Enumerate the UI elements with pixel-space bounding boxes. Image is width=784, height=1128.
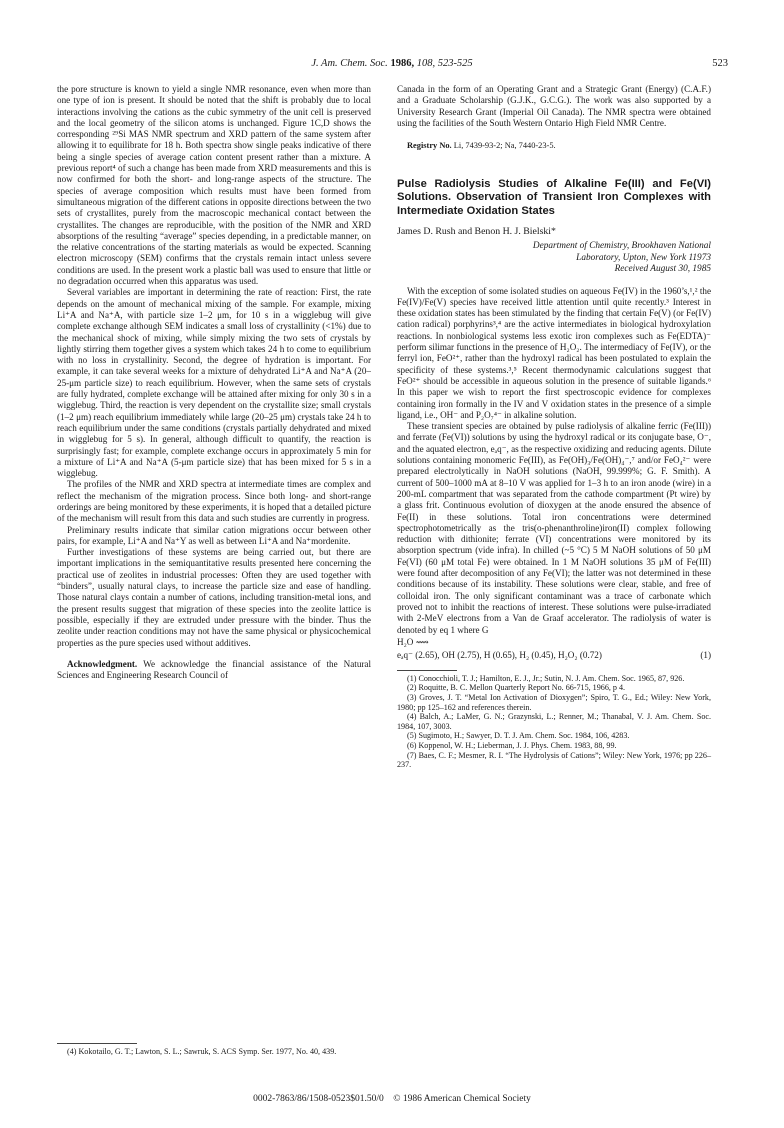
- equation-rhs-line: [397, 649, 711, 662]
- acknowledgment-label: Acknowledgment.: [67, 658, 138, 669]
- affiliation-line-1: Department of Chemistry, Brookhaven National: [532, 241, 711, 252]
- article-code: 0002-7863/86/1508-0523$01.50/0: [253, 1094, 384, 1104]
- received-date: Received August 30, 1985: [614, 264, 711, 275]
- left-column: [57, 84, 371, 681]
- registry-text: Li, 7439-93-2; Na, 7440-23-5.: [453, 141, 556, 151]
- left-footnotes: [57, 1043, 371, 1057]
- left-paragraph-4: Preliminary results indicate that similar cation migrations occur between other pairs, for example, Li⁺A and Na⁺Y as well as between Li⁺A and Na⁺mordenite.: [57, 524, 371, 546]
- footnote-1: (1) Conocchioli, T. J.; Hamilton, E. J., Jr.; Sutin, N. J. Am. Chem. Soc. 1965, 87, 926.: [407, 673, 685, 683]
- article-title: Pulse Radiolysis Studies of Alkaline Fe(III) and Fe(VI) Solutions. Observation of Transient Iron Complexes with Intermediate Oxidation States: [397, 177, 711, 218]
- journal-pages: 523-525: [437, 58, 473, 69]
- running-head-citation: [56, 58, 728, 69]
- equation-1: [397, 636, 711, 662]
- footnote-4: (4) Kokotailo, G. T.; Lawton, S. L.; Sawruk, S. ACS Symp. Ser. 1977, No. 40, 439.: [67, 1047, 337, 1056]
- copyright-notice: © 1986 American Chemical Society: [393, 1094, 531, 1104]
- right-paragraph-1: With the exception of some isolated studies on aqueous Fe(IV) in the 1960’s,¹,² the Fe(IV)/Fe(V) species have received little attention until quite recently.³ Interest in these oxidation states has been stimulated by the finding that certain Fe(V) (or Fe(IV) cation radical) porphyrins³,⁴ are the active intermediates in biological hydroxylation reactions. In nonbiological systems less exotic iron complexes such as Fe(EDTA)⁻ perform silimar functions in the presence of H₂O₂. The intermediacy of Fe(IV), or the ferryl ion, FeO²⁺, rather than the hydroxyl radical has been postulated to explain the specificity of these systems.³,⁵ Recent thermodynamic calculations suggest that FeO²⁺ should be accessible in aqueous solution in the presence of suitable ligands.⁶ In this paper we wish to report the first spectroscopic evidence for complexes containing iron formally in the IV and V oxidation states in the presence of a simple ligand, i.e., OH⁻ and P₂O₇⁴⁻ in alkaline solution.: [397, 285, 711, 420]
- journal-name: J. Am. Chem. Soc.: [311, 58, 388, 69]
- footnote-6: (6) Koppenol, W. H.; Lieberman, J. J. Phys. Chem. 1983, 88, 99.: [407, 740, 617, 750]
- left-paragraph-3: The profiles of the NMR and XRD spectra at intermediate times are complex and reflect the mechanism of the migration process. Since both long- and short-range orderings are being monitored by these experiments, it is hoped that a detailed picture of the mechanism will result from this data and such studies are currently in progress.: [57, 479, 371, 524]
- journal-year: 1986,: [390, 58, 415, 69]
- page-footer: [0, 1094, 784, 1104]
- acknowledgment-continued: Canada in the form of an Operating Grant and a Strategic Grant (Energy) (C.A.F.) and a Graduate Scholarship (G.J.K., G.C.G.). The work was also supported by a University Research Grant (Imperial Oil Canada). The NMR spectra were obtained using the facilities of the South Western Ontario High Field NMR Centre.: [397, 84, 711, 128]
- registry-label: Registry No.: [407, 141, 452, 151]
- registry-numbers: [397, 141, 711, 152]
- acknowledgment-text: We acknowledge the financial assistance of the Natural Sciences and Engineering Research Council of: [57, 658, 372, 681]
- footnote-rule: [57, 1043, 137, 1044]
- left-paragraph-2: Several variables are important in determining the rate of reaction: First, the rate depends on the amount of mechanical mixing of the sample. For example, mixing Li⁺A and Na⁺A, with particle size 1–2 μm, for 10 s in a wigglebug will give complete exchange although SEM indicates a small loss of crystallinity (<1%) due to the mechanical shock of mixing, while simply mixing the two sets of crystals by lightly stirring them together gives a system which takes 24 h to come to equilibrium with no loss in crystallinity. Second, the degree of hydration is important. For example, it can take several weeks for a mixture of dehydrated Li⁺A and Na⁺A (20–25-μm particle size) to reach equilibrium. However, when the same sets of crystals are fully hydrated, complete exchange will be attained after mixing for only 30 s in a wigglebug. Third, the reaction is very dependent on the crystallite size; small crystals (1–2 μm) reach equilibrium immediately while large (20–25 μm) crystals take 24 h to reach equilibrium under the same conditions (crystals partially dehydrated and mixed in wigglebug for 5 s). In general, although difficult to quantify, the reaction is surprisingly fast; for example, complete exchange occurs in approximately 5 min for a mixture of Li⁺A and Na⁺A (5-μm particle size) that has been mixed for 5 s in a wigglebug.: [57, 287, 371, 479]
- left-paragraph-5: Further investigations of these systems are being carried out, but there are important implications in the semiquantitative results presented here concerning the practical use of zeolites in industrial processes: Often they are used together with “binders”, usually natural clays, to increase the particle size and ease of handling. Those natural clays contain a number of cations, including transition-metal ions, and the present results suggest that migration of these species into the zeolite lattice is possible, especially if they are extruded under pressure with the binder. Thus the zeolite under reaction conditions may not have the same physical or physicochemical properties as the pure species used without additives.: [57, 547, 371, 648]
- footnote-4: (4) Balch, A.; LaMer, G. N.; Grazynski, L.; Renner, M.; Thanabal, V. J. Am. Chem. Soc. 1984, 107, 3003.: [397, 712, 711, 731]
- right-footnotes: [397, 670, 711, 770]
- footnote-7: (7) Baes, C. F.; Mesmer, R. I. “The Hydrolysis of Cations”; Wiley: New York, 1976; pp 226–237.: [397, 750, 711, 770]
- page-number: 523: [712, 58, 728, 69]
- footnote-2: (2) Roquitte, B. C. Mellon Quarterly Report No. 66-715, 1966, p 4.: [407, 683, 626, 693]
- article-authors: James D. Rush and Benon H. J. Bielski*: [397, 226, 556, 238]
- footnote-5: (5) Sugimoto, H.; Sawyer, D. T. J. Am. Chem. Soc. 1984, 106, 4283.: [407, 731, 630, 741]
- journal-volume: 108,: [416, 58, 436, 69]
- footnote-3: (3) Groves, J. T. “Metal Ion Activation of Dioxygen”; Spiro, T. G., Ed.; Wiley: New York, 1980; pp 125–162 and references therein.: [397, 692, 711, 712]
- equation-number: (1): [700, 649, 711, 660]
- left-paragraph-1: the pore structure is known to yield a single NMR resonance, even when more than one type of ion is present. It should be noted that the shift is probably due to local interactions involving the cations as the cubic symmetry of the unit cell is preserved and the local geometry of the silicon atoms is unchanged. Figure 1C,D shows the corresponding ²⁹Si MAS NMR spectrum and XRD pattern of the same system after allowing it to equilibrate for 18 h. Both spectra show single peaks indicative of there being a single species of average cation content present rather than a mixture. A previous report⁴ of such a change has been made from XRD measurements and this is now confirmed for both the short- and long-range aspects of the structure. The species of average composition which results must have been formed from simultaneous migration of the different cations in opposite directions between the two sets of crystallites, purely from the macroscopic mechanical contact between the crystallites. The changes are reproducible, with the position of the NMR and XRD absorptions of the resulting “average” species depending, in a predictable manner, on the relative concentrations of the starting materials as would be expected. Scanning electron microscopy (SEM) confirms that the crystals remain intact unless severe conditions are used. In the present work a plastic ball was used to ensure that little or no degradation occurred when this apparatus was used.: [57, 84, 371, 287]
- running-head: [56, 58, 728, 74]
- right-paragraph-2: These transient species are obtained by pulse radiolysis of alkaline ferric (Fe(III)) and ferrate (Fe(VI)) solutions by using the hydroxyl radical or its conjugate base, O⁻, and the aquated electron, eₐq⁻, as the respective oxidizing and reducing agents. Dilute solutions containing monomeric Fe(III), as Fe(OH)₃/Fe(OH)₄⁻,⁷ and/or FeO₄²⁻ were prepared electrolytically in NaOH solutions (NaOH, 99.999%; G. F. Smith). A current of 500–1000 mA at 8–10 V was applied for 1–3 h to an iron anode (wire) in a 200-mL compartment that was separated from the cathode compartment (Pt wire) by a glass frit. Continuous evolution of dioxygen at the anode ensured the absence of Fe(II) in these solutions. Total iron concentrations were determined spectrophotometrically as the tris(o-phenanthroline)iron(II) complex following reduction with dithionite; ferrate (VI) concentrations were monitored by its absorption spectrum (vide infra). In chilled (~5 °C) 5 M NaOH solutions of 50 μM Fe(VI) (60 μM total Fe) were obtained. In 1 M NaOH solutions 35 μM of Fe(III) were found after decomposition of any Fe(VI); the latter was not determined in these conditions because of its instability. These solutions were clear, stable, and free of colloidal iron. The only significant contaminant was a trace of carbonate which proved not to inhibit the reactions of interest. These solutions were pulse-irradiated with 2-MeV electrons from a Van de Graaf accelerator. The radiolysis of water is denoted by eq 1 where G: [397, 421, 711, 635]
- equation-rhs: eₐq⁻ (2.65), OH (2.75), H (0.65), H₂ (0.45), H₂O₂ (0.72): [397, 649, 602, 660]
- equation-lhs: H₂O ⟿: [397, 636, 429, 647]
- affiliation-line-2: Laboratory, Upton, New York 11973: [576, 252, 711, 263]
- footnote-rule: [397, 670, 457, 671]
- acknowledgment: [57, 659, 371, 682]
- right-column: [397, 84, 711, 770]
